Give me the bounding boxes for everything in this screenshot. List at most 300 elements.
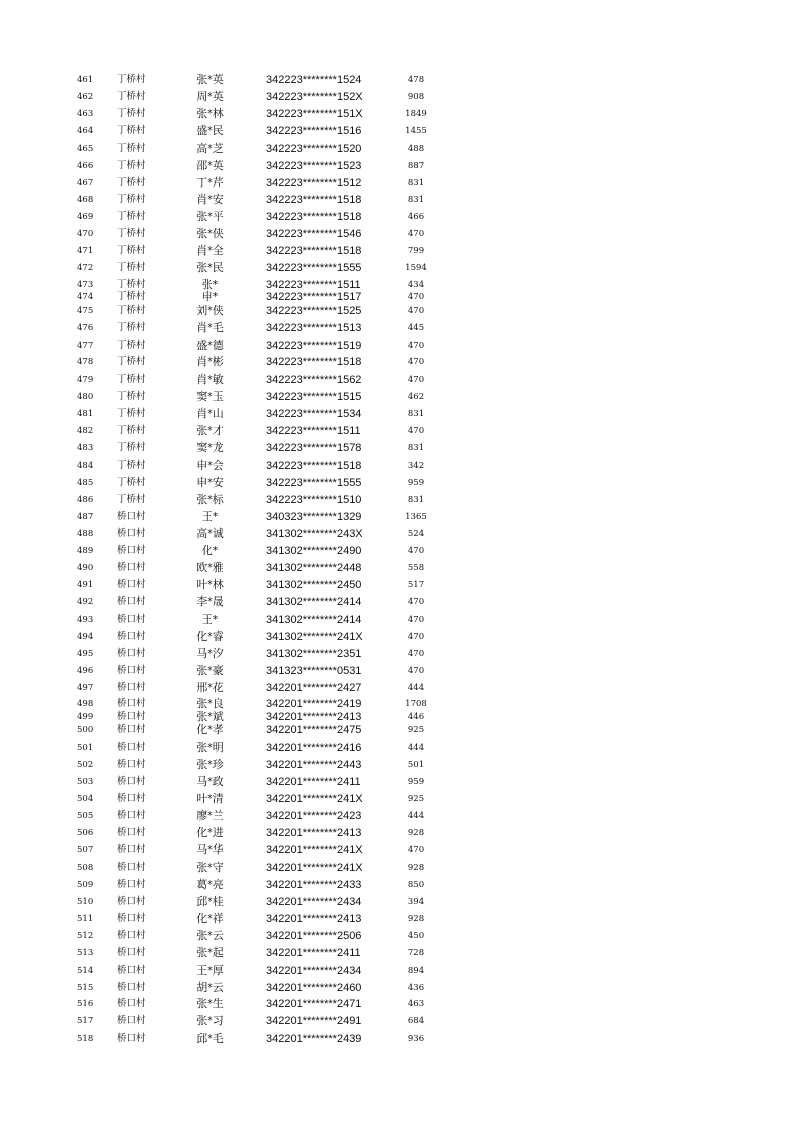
id-number: 342223********1512 <box>266 177 362 189</box>
person-name: 张*英 <box>196 73 224 86</box>
row-number: 502 <box>77 760 94 770</box>
village-name: 丁桥村 <box>117 408 146 419</box>
village-name: 桥口村 <box>117 930 146 941</box>
table-row <box>0 913 793 925</box>
row-number: 475 <box>77 306 94 316</box>
person-name: 刘*侠 <box>196 304 224 317</box>
row-number: 470 <box>77 229 94 239</box>
person-name: 化*孝 <box>196 723 224 736</box>
person-name: 欧*雅 <box>196 561 224 574</box>
amount: 470 <box>407 357 425 367</box>
id-number: 342223********1511 <box>266 425 361 437</box>
table-row <box>0 228 793 240</box>
id-number: 342201********2427 <box>266 682 362 694</box>
row-number: 485 <box>77 478 94 488</box>
person-name: 张*民 <box>196 261 224 274</box>
row-number: 504 <box>77 794 94 804</box>
row-number: 482 <box>77 426 94 436</box>
person-name: 王* <box>201 510 219 523</box>
village-name: 桥口村 <box>117 913 146 924</box>
person-name: 马*政 <box>196 775 224 788</box>
table-row <box>0 305 793 317</box>
table-row <box>0 391 793 403</box>
row-number: 509 <box>77 880 94 890</box>
person-name: 肖*山 <box>196 407 224 420</box>
id-number: 342223********1510 <box>266 494 362 506</box>
village-name: 丁桥村 <box>117 322 146 333</box>
amount: 1365 <box>405 512 427 522</box>
village-name: 丁桥村 <box>117 74 146 85</box>
amount: 517 <box>407 580 425 590</box>
id-number: 342223********151X <box>266 108 363 120</box>
id-number: 341302********2490 <box>266 545 362 557</box>
table-row <box>0 425 793 437</box>
row-number: 506 <box>77 828 94 838</box>
person-name: 肖*敏 <box>196 373 224 386</box>
village-name: 桥口村 <box>117 896 146 907</box>
row-number: 517 <box>77 1016 94 1026</box>
row-number: 477 <box>77 341 94 351</box>
id-number: 342223********1520 <box>266 143 362 155</box>
row-number: 472 <box>77 263 94 273</box>
id-number: 342201********2419 <box>266 698 362 710</box>
row-number: 469 <box>77 212 94 222</box>
person-name: 邵*英 <box>196 159 224 172</box>
village-name: 桥口村 <box>117 879 146 890</box>
person-name: 窦*龙 <box>196 441 224 454</box>
id-number: 342201********2411 <box>266 947 361 959</box>
person-name: 化*睿 <box>196 630 224 643</box>
person-name: 邢*花 <box>196 681 224 694</box>
row-number: 514 <box>77 966 94 976</box>
amount: 466 <box>407 212 425 222</box>
row-number: 484 <box>77 461 94 471</box>
amount: 470 <box>407 632 425 642</box>
village-name: 桥口村 <box>117 742 146 753</box>
row-number: 505 <box>77 811 94 821</box>
amount: 831 <box>407 178 425 188</box>
amount: 463 <box>407 999 425 1009</box>
person-name: 周*英 <box>196 90 224 103</box>
person-name: 肖*安 <box>196 193 224 206</box>
person-name: 肖*全 <box>196 244 224 257</box>
row-number: 461 <box>77 75 94 85</box>
amount: 894 <box>407 966 425 976</box>
table-row <box>0 579 793 591</box>
row-number: 511 <box>77 914 94 924</box>
table-row <box>0 511 793 523</box>
amount: 1455 <box>405 126 427 136</box>
id-number: 342223********1518 <box>266 211 362 223</box>
id-number: 342201********2423 <box>266 810 362 822</box>
village-name: 丁桥村 <box>117 228 146 239</box>
id-number: 342201********241X <box>266 793 363 805</box>
row-number: 466 <box>77 161 94 171</box>
id-number: 342201********241X <box>266 844 363 856</box>
person-name: 马*汐 <box>196 647 224 660</box>
id-number: 342223********1516 <box>266 125 362 137</box>
table-row <box>0 930 793 942</box>
id-number: 341302********241X <box>266 631 363 643</box>
amount: 501 <box>407 760 425 770</box>
id-number: 341302********2450 <box>266 579 362 591</box>
village-name: 丁桥村 <box>117 108 146 119</box>
row-number: 513 <box>77 948 94 958</box>
village-name: 丁桥村 <box>117 279 146 290</box>
row-number: 496 <box>77 666 94 676</box>
village-name: 丁桥村 <box>117 91 146 102</box>
table-row <box>0 1015 793 1027</box>
table-row <box>0 844 793 856</box>
id-number: 342201********2433 <box>266 879 362 891</box>
table-row <box>0 460 793 472</box>
amount: 470 <box>407 845 425 855</box>
id-number: 342223********1517 <box>266 291 362 303</box>
village-name: 桥口村 <box>117 511 146 522</box>
table-row <box>0 194 793 206</box>
village-name: 丁桥村 <box>117 177 146 188</box>
table-row <box>0 528 793 540</box>
id-number: 342223********1518 <box>266 194 362 206</box>
person-name: 申*会 <box>196 459 224 472</box>
id-number: 342201********2413 <box>266 913 362 925</box>
person-name: 张*良 <box>196 697 224 710</box>
row-number: 468 <box>77 195 94 205</box>
table-row <box>0 724 793 736</box>
id-number: 342201********2413 <box>266 711 362 723</box>
row-number: 480 <box>77 392 94 402</box>
amount: 470 <box>407 375 425 385</box>
person-name: 化*进 <box>196 826 224 839</box>
table-row <box>0 160 793 172</box>
village-name: 丁桥村 <box>117 245 146 256</box>
row-number: 471 <box>77 246 94 256</box>
row-number: 516 <box>77 999 94 1009</box>
village-name: 丁桥村 <box>117 442 146 453</box>
village-name: 桥口村 <box>117 947 146 958</box>
id-number: 342223********1555 <box>266 477 362 489</box>
village-name: 桥口村 <box>117 965 146 976</box>
person-name: 张*豪 <box>196 664 224 677</box>
village-name: 桥口村 <box>117 596 146 607</box>
village-name: 丁桥村 <box>117 374 146 385</box>
person-name: 张*斌 <box>196 710 224 723</box>
id-number: 342201********2434 <box>266 965 362 977</box>
village-name: 桥口村 <box>117 776 146 787</box>
table-row <box>0 698 793 710</box>
amount: 925 <box>407 725 425 735</box>
id-number: 342223********1518 <box>266 460 362 472</box>
row-number: 492 <box>77 597 94 607</box>
person-name: 张* <box>201 278 219 291</box>
id-number: 342201********2416 <box>266 742 362 754</box>
amount: 908 <box>407 92 425 102</box>
row-number: 490 <box>77 563 94 573</box>
person-name: 邱*毛 <box>196 1032 224 1045</box>
village-name: 桥口村 <box>117 698 146 709</box>
amount: 436 <box>407 983 425 993</box>
table-row <box>0 108 793 120</box>
person-name: 盛*民 <box>196 124 224 137</box>
amount: 558 <box>407 563 425 573</box>
table-row <box>0 477 793 489</box>
row-number: 487 <box>77 512 94 522</box>
row-number: 507 <box>77 845 94 855</box>
id-number: 342201********2475 <box>266 724 362 736</box>
person-name: 窦*玉 <box>196 390 224 403</box>
row-number: 479 <box>77 375 94 385</box>
table-row <box>0 279 793 291</box>
village-name: 桥口村 <box>117 665 146 676</box>
person-name: 肖*彬 <box>196 355 224 368</box>
person-name: 张*才 <box>196 424 224 437</box>
amount: 831 <box>407 495 425 505</box>
village-name: 桥口村 <box>117 793 146 804</box>
amount: 850 <box>407 880 425 890</box>
person-name: 高*芝 <box>196 142 224 155</box>
amount: 831 <box>407 195 425 205</box>
amount: 928 <box>407 914 425 924</box>
village-name: 丁桥村 <box>117 125 146 136</box>
table-row <box>0 494 793 506</box>
village-name: 丁桥村 <box>117 391 146 402</box>
amount: 444 <box>407 743 425 753</box>
id-number: 342223********1534 <box>266 408 362 420</box>
person-name: 申* <box>201 290 219 303</box>
row-number: 500 <box>77 725 94 735</box>
id-number: 342223********1562 <box>266 374 362 386</box>
table-row <box>0 759 793 771</box>
row-number: 494 <box>77 632 94 642</box>
id-number: 342201********2471 <box>266 998 362 1010</box>
id-number: 342201********2491 <box>266 1015 362 1027</box>
table-row <box>0 340 793 352</box>
table-row <box>0 776 793 788</box>
id-number: 340323********1329 <box>266 511 362 523</box>
village-name: 丁桥村 <box>117 305 146 316</box>
person-name: 马*华 <box>196 843 224 856</box>
person-name: 肖*毛 <box>196 321 224 334</box>
row-number: 474 <box>77 292 94 302</box>
village-name: 丁桥村 <box>117 194 146 205</box>
person-name: 叶*林 <box>196 578 224 591</box>
person-name: 张*明 <box>196 741 224 754</box>
id-number: 341302********2351 <box>266 648 362 660</box>
table-row <box>0 177 793 189</box>
table-row <box>0 125 793 137</box>
table-row <box>0 245 793 257</box>
id-number: 341302********2448 <box>266 562 362 574</box>
amount: 445 <box>407 323 425 333</box>
id-number: 342201********2443 <box>266 759 362 771</box>
village-name: 桥口村 <box>117 528 146 539</box>
table-row <box>0 614 793 626</box>
village-name: 桥口村 <box>117 844 146 855</box>
table-row <box>0 291 793 303</box>
id-number: 342223********152X <box>266 91 363 103</box>
village-name: 丁桥村 <box>117 211 146 222</box>
person-name: 张*守 <box>196 861 224 874</box>
amount: 959 <box>407 478 425 488</box>
amount: 394 <box>407 897 425 907</box>
person-name: 张*侠 <box>196 227 224 240</box>
village-name: 桥口村 <box>117 982 146 993</box>
amount: 887 <box>407 161 425 171</box>
table-row <box>0 545 793 557</box>
id-number: 342223********1518 <box>266 356 362 368</box>
table-row <box>0 947 793 959</box>
row-number: 465 <box>77 144 94 154</box>
amount: 959 <box>407 777 425 787</box>
id-number: 342223********1555 <box>266 262 362 274</box>
village-name: 丁桥村 <box>117 262 146 273</box>
row-number: 518 <box>77 1034 94 1044</box>
village-name: 丁桥村 <box>117 477 146 488</box>
id-number: 342201********241X <box>266 862 363 874</box>
amount: 446 <box>407 712 425 722</box>
amount: 684 <box>407 1016 425 1026</box>
person-name: 张*生 <box>196 997 224 1010</box>
village-name: 丁桥村 <box>117 356 146 367</box>
village-name: 丁桥村 <box>117 291 146 302</box>
amount: 462 <box>407 392 425 402</box>
village-name: 桥口村 <box>117 711 146 722</box>
row-number: 467 <box>77 178 94 188</box>
amount: 799 <box>407 246 425 256</box>
amount: 831 <box>407 409 425 419</box>
id-number: 342201********2506 <box>266 930 362 942</box>
village-name: 桥口村 <box>117 759 146 770</box>
row-number: 489 <box>77 546 94 556</box>
table-row <box>0 827 793 839</box>
person-name: 胡*云 <box>196 981 224 994</box>
amount: 831 <box>407 443 425 453</box>
amount: 470 <box>407 666 425 676</box>
id-number: 342223********1518 <box>266 245 362 257</box>
village-name: 桥口村 <box>117 724 146 735</box>
table-row <box>0 631 793 643</box>
table-row <box>0 91 793 103</box>
amount: 444 <box>407 683 425 693</box>
table-row <box>0 356 793 368</box>
table-row <box>0 982 793 994</box>
table-row <box>0 793 793 805</box>
row-number: 476 <box>77 323 94 333</box>
village-name: 丁桥村 <box>117 494 146 505</box>
village-name: 桥口村 <box>117 1015 146 1026</box>
table-row <box>0 648 793 660</box>
amount: 1849 <box>405 109 427 119</box>
id-number: 342201********2434 <box>266 896 362 908</box>
village-name: 桥口村 <box>117 862 146 873</box>
table-row <box>0 143 793 155</box>
row-number: 463 <box>77 109 94 119</box>
village-name: 丁桥村 <box>117 460 146 471</box>
id-number: 342223********1578 <box>266 442 362 454</box>
row-number: 483 <box>77 443 94 453</box>
id-number: 342201********2460 <box>266 982 362 994</box>
person-name: 张*珍 <box>196 758 224 771</box>
id-number: 342223********1519 <box>266 340 362 352</box>
amount: 450 <box>407 931 425 941</box>
person-name: 张*习 <box>196 1014 224 1027</box>
person-name: 化*祥 <box>196 912 224 925</box>
person-name: 高*诚 <box>196 527 224 540</box>
row-number: 491 <box>77 580 94 590</box>
id-number: 341302********2414 <box>266 596 362 608</box>
amount: 478 <box>407 75 425 85</box>
person-name: 张*平 <box>196 210 224 223</box>
village-name: 桥口村 <box>117 545 146 556</box>
table-row <box>0 998 793 1010</box>
amount: 925 <box>407 794 425 804</box>
table-row <box>0 682 793 694</box>
village-name: 桥口村 <box>117 810 146 821</box>
village-name: 桥口村 <box>117 1033 146 1044</box>
id-number: 341302********243X <box>266 528 363 540</box>
person-name: 化* <box>201 544 219 557</box>
person-name: 廖*兰 <box>196 809 224 822</box>
row-number: 501 <box>77 743 94 753</box>
id-number: 342223********1524 <box>266 74 362 86</box>
row-number: 498 <box>77 699 94 709</box>
person-name: 张*林 <box>196 107 224 120</box>
table-row <box>0 965 793 977</box>
amount: 470 <box>407 615 425 625</box>
id-number: 342223********1546 <box>266 228 362 240</box>
person-name: 申*安 <box>196 476 224 489</box>
amount: 470 <box>407 597 425 607</box>
table-row <box>0 442 793 454</box>
village-name: 桥口村 <box>117 579 146 590</box>
amount: 1708 <box>405 699 427 709</box>
amount: 470 <box>407 649 425 659</box>
amount: 936 <box>407 1034 425 1044</box>
amount: 524 <box>407 529 425 539</box>
row-number: 486 <box>77 495 94 505</box>
amount: 488 <box>407 144 425 154</box>
row-number: 512 <box>77 931 94 941</box>
id-number: 341302********2414 <box>266 614 362 626</box>
amount: 470 <box>407 341 425 351</box>
village-name: 桥口村 <box>117 827 146 838</box>
amount: 444 <box>407 811 425 821</box>
amount: 434 <box>407 280 425 290</box>
person-name: 丁*芹 <box>196 176 224 189</box>
person-name: 张*云 <box>196 929 224 942</box>
table-row <box>0 742 793 754</box>
table-row <box>0 374 793 386</box>
amount: 470 <box>407 306 425 316</box>
person-name: 邱*桂 <box>196 895 224 908</box>
village-name: 丁桥村 <box>117 143 146 154</box>
village-name: 丁桥村 <box>117 425 146 436</box>
row-number: 464 <box>77 126 94 136</box>
row-number: 495 <box>77 649 94 659</box>
amount: 928 <box>407 828 425 838</box>
village-name: 桥口村 <box>117 648 146 659</box>
table-row <box>0 862 793 874</box>
village-name: 丁桥村 <box>117 340 146 351</box>
person-name: 张*标 <box>196 493 224 506</box>
id-number: 342223********1525 <box>266 305 362 317</box>
village-name: 桥口村 <box>117 682 146 693</box>
village-name: 桥口村 <box>117 998 146 1009</box>
row-number: 473 <box>77 280 94 290</box>
id-number: 342201********2411 <box>266 776 361 788</box>
id-number: 342201********2439 <box>266 1033 362 1045</box>
row-number: 510 <box>77 897 94 907</box>
